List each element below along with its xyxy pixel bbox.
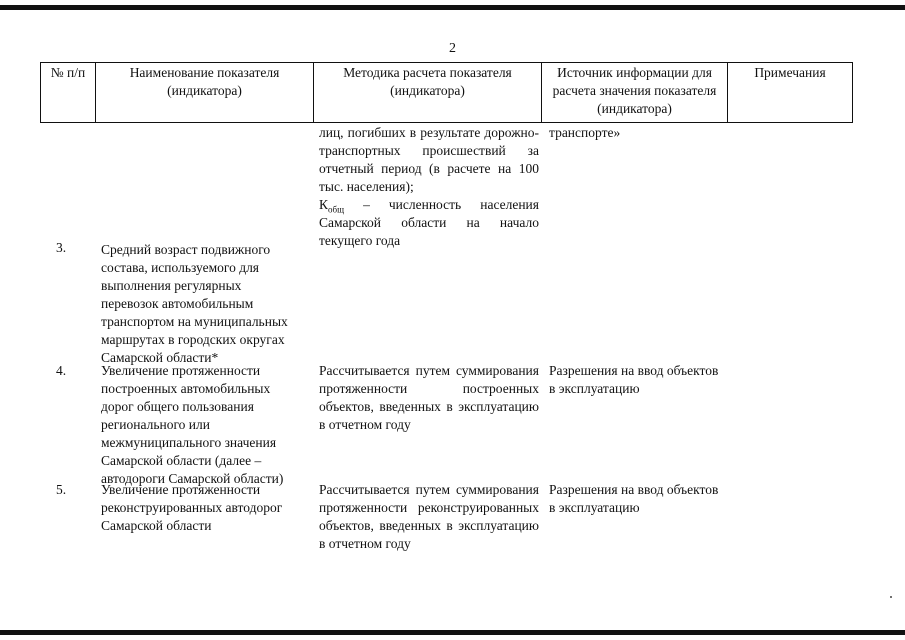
row-4-name: Увеличение протяженности построенных автомобильных дорог общего пользования регионального или межмуниципального значения Самарской области (далее – автодороги Самарской области)	[101, 363, 284, 486]
col-method-header: Методика расчета показателя (индикатора)	[314, 63, 542, 123]
row-4-source: Разрешения на ввод объектов в эксплуатацию	[549, 363, 719, 396]
col-notes-header: Примечания	[728, 63, 853, 123]
continuation-method-text: лиц, погибших в результате дорожно-транспортных происшествий за отчетный период (в расчете на 100 тыс. населения);	[319, 125, 539, 194]
row-4-num: 4.	[56, 363, 67, 378]
col-source-header: Источник информации для расчета значения показателя (индикатора)	[542, 63, 728, 123]
row-5-name: Увеличение протяженности реконструированных автодорог Самарской области	[101, 482, 283, 533]
col-name-header: Наименование показателя (индикатора)	[96, 63, 314, 123]
row-5-source: Разрешения на ввод объектов в эксплуатацию	[549, 482, 719, 515]
continuation-source: транспорте»	[549, 125, 621, 140]
scan-speck	[890, 596, 892, 598]
row-3-num: 3.	[56, 240, 67, 255]
bottom-rule	[0, 630, 905, 635]
row-5-method: Рассчитывается путем суммирования протяженности реконструированных объектов, введенных в эксплуатацию в отчетном году	[319, 482, 539, 551]
top-rule	[0, 5, 905, 10]
k-subscript: общ	[328, 204, 345, 215]
page-number: 2	[449, 41, 456, 56]
row-5-num: 5.	[56, 482, 67, 497]
row-4-method: Рассчитывается путем суммирования протяженности построенных объектов, введенных в эксплуатацию в отчетном году	[319, 363, 539, 432]
table-header	[40, 62, 853, 123]
continuation-method	[319, 124, 539, 250]
k-definition: – численность населения Самарской области на начало текущего года	[319, 197, 539, 248]
row-3-name: Средний возраст подвижного состава, используемого для выполнения регулярных перевозок автомобильным транспортом на муниципальных маршрутах в городских округах Самарской области*	[101, 242, 288, 365]
col-num-header: № п/п	[41, 63, 96, 123]
k-symbol: К	[319, 197, 329, 212]
